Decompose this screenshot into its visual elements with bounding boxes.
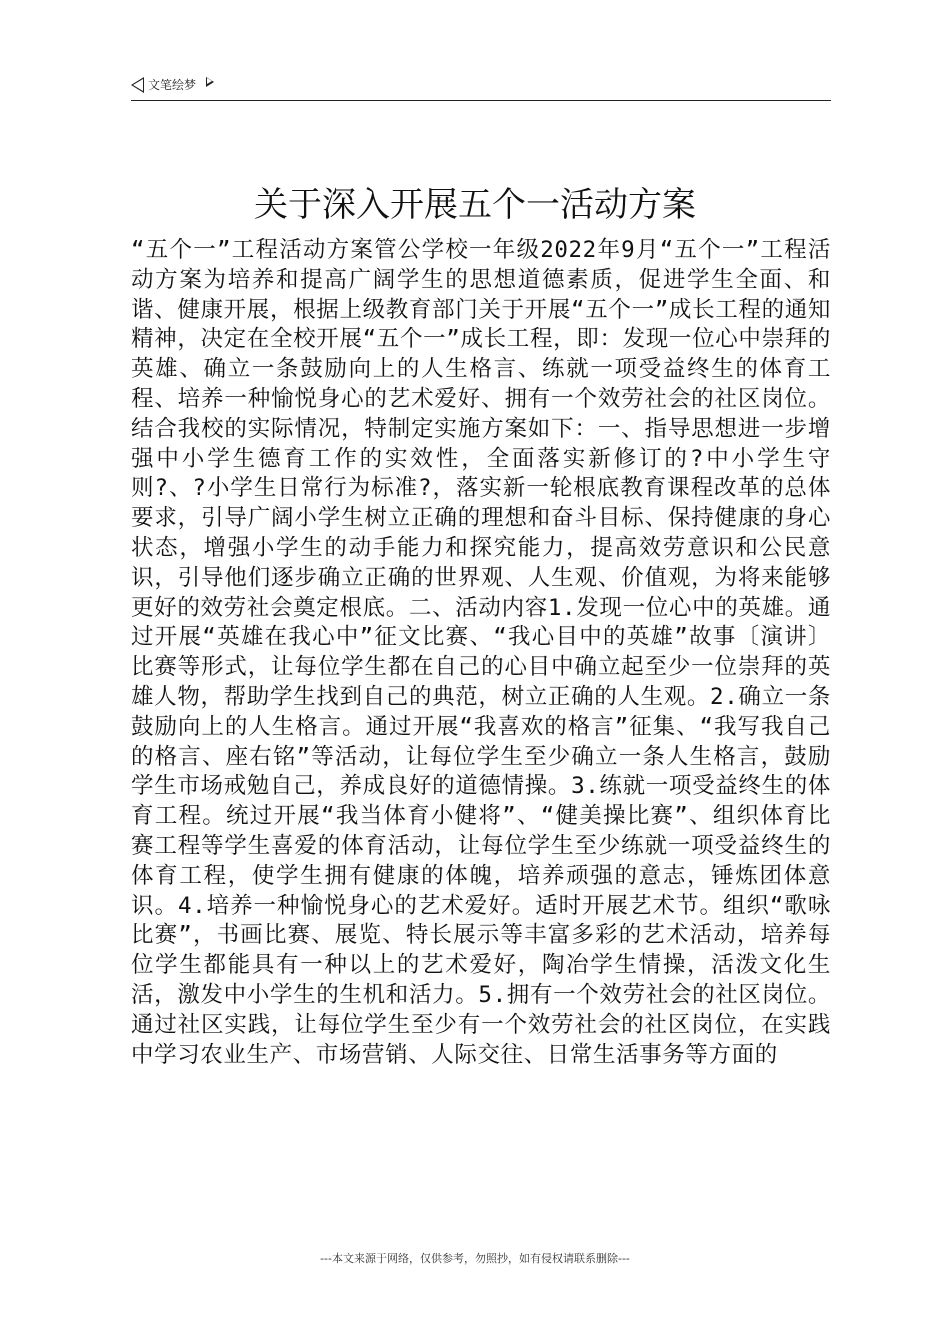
document-body: “五个一”工程活动方案管公学校一年级2022年9月“五个一”工程活动方案为培养和提高广阔学生的思想道德素质，促进学生全面、和谐、健康开展，根据上级教育部门关于开展“五个一”成长工程的通知精神，决定在全校开展“五个一”成长工程，即：发现一位心中崇拜的英雄、确立一条鼓励向上的人生格言、练就一项受益终生的体育工程、培养一种愉悦身心的艺术爱好、拥有一个效劳社会的社区岗位。结合我校的实际情况，特制定实施方案如下：一、指导思想进一步增强中小学生德育工作的实效性，全面落实新修订的?中小学生守则?、?小学生日常行为标准?，落实新一轮根底教育课程改革的总体要求，引导广阔小学生树立正确的理想和奋斗目标、保持健康的身心状态，增强小学生的动手能力和探究能力，提高效劳意识和公民意识，引导他们逐步确立正确的世界观、人生观、价值观，为将来能够更好的效劳社会奠定根底。二、活动内容1.发现一位心中的英雄。通过开展“英雄在我心中”征文比赛、“我心目中的英雄”故事〔演讲〕比赛等形式，让每位学生都在自己的心目中确立起至少一位崇拜的英雄人物，帮助学生找到自己的典范，树立正确的人生观。2.确立一条鼓励向上的人生格言。通过开展“我喜欢的格言”征集、“我写我自己的格言、座右铭”等活动，让每位学生至少确立一条人生格言，鼓励学生市场戒勉自己，养成良好的道德情操。3.练就一项受益终生的体育工程。统过开展“我当体育小健将”、“健美操比赛”、组织体育比赛工程等学生喜爱的体育活动，让每位学生至少练就一项受益终生的体育工程，使学生拥有健康的体魄，培养顽强的意志，锤炼团体意识。4.培养一种愉悦身心的艺术爱好。适时开展艺术节。组织“歌咏比赛”，书画比赛、展览、特长展示等丰富多彩的艺术活动，培养每位学生都能具有一种以上的艺术爱好，陶冶学生情操，活泼文化生活，激发中小学生的生机和活力。5.拥有一个效劳社会的社区岗位。通过社区实践，让每位学生至少有一个效劳社会的社区岗位，在实践中学习农业生产、市场营销、人际交往、日常生活事务等方面的: [131, 237, 831, 1068]
brand-name: 文笔绘梦: [148, 78, 197, 92]
page-header: [131, 74, 831, 101]
triangle-right-icon: [206, 77, 214, 87]
page-footer-note: ---本文来源于网络，仅供参考，勿照抄，如有侵权请联系删除---: [320, 1252, 630, 1265]
document-title: 关于深入开展五个一活动方案: [254, 185, 696, 225]
triangle-left-icon: [131, 77, 144, 93]
header-brand: [131, 76, 214, 93]
